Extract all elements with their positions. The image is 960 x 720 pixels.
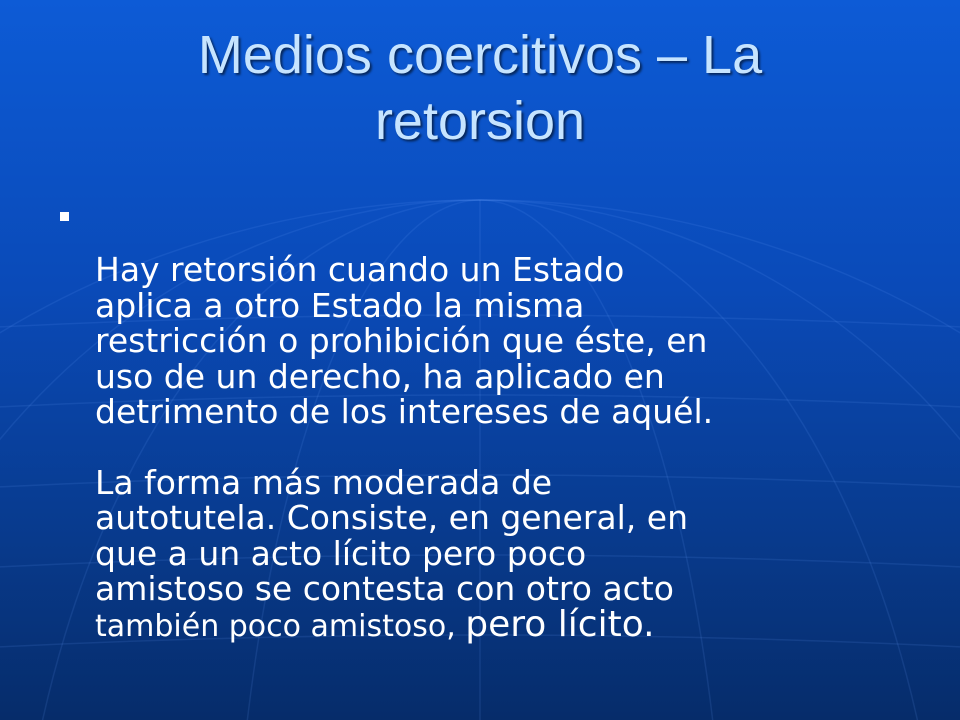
body-line: aplica a otro Estado la misma [95,285,585,325]
slide-body [95,252,935,644]
body-fragment-comma: , [446,608,466,644]
bullet-square-icon [60,212,69,221]
slide-title-line-1: Medios coercitivos – La [197,25,763,85]
slide-title-line-2: retorsion [374,91,586,151]
body-line: La forma más moderada de [95,462,553,502]
body-fragment-emphasis: pero lícito. [465,603,655,645]
body-line: uso de un derecho, ha aplicado en [95,356,665,396]
body-line: amistoso se contesta con otro acto [95,569,674,608]
paragraph-autotutela [95,462,935,645]
body-line: restricción o prohibición que éste, en [95,321,708,360]
body-line: detrimento de los intereses de aquél. [95,392,714,431]
slide-title [0,22,960,154]
body-line: Hay retorsión cuando un Estado [95,250,625,289]
paragraph-definition [95,252,935,430]
body-line: que a un acto lícito pero poco [95,533,587,573]
body-line-last [95,603,935,645]
body-fragment: también poco amistoso [95,608,447,644]
body-line: autotutela. Consiste, en general, en [95,498,688,537]
